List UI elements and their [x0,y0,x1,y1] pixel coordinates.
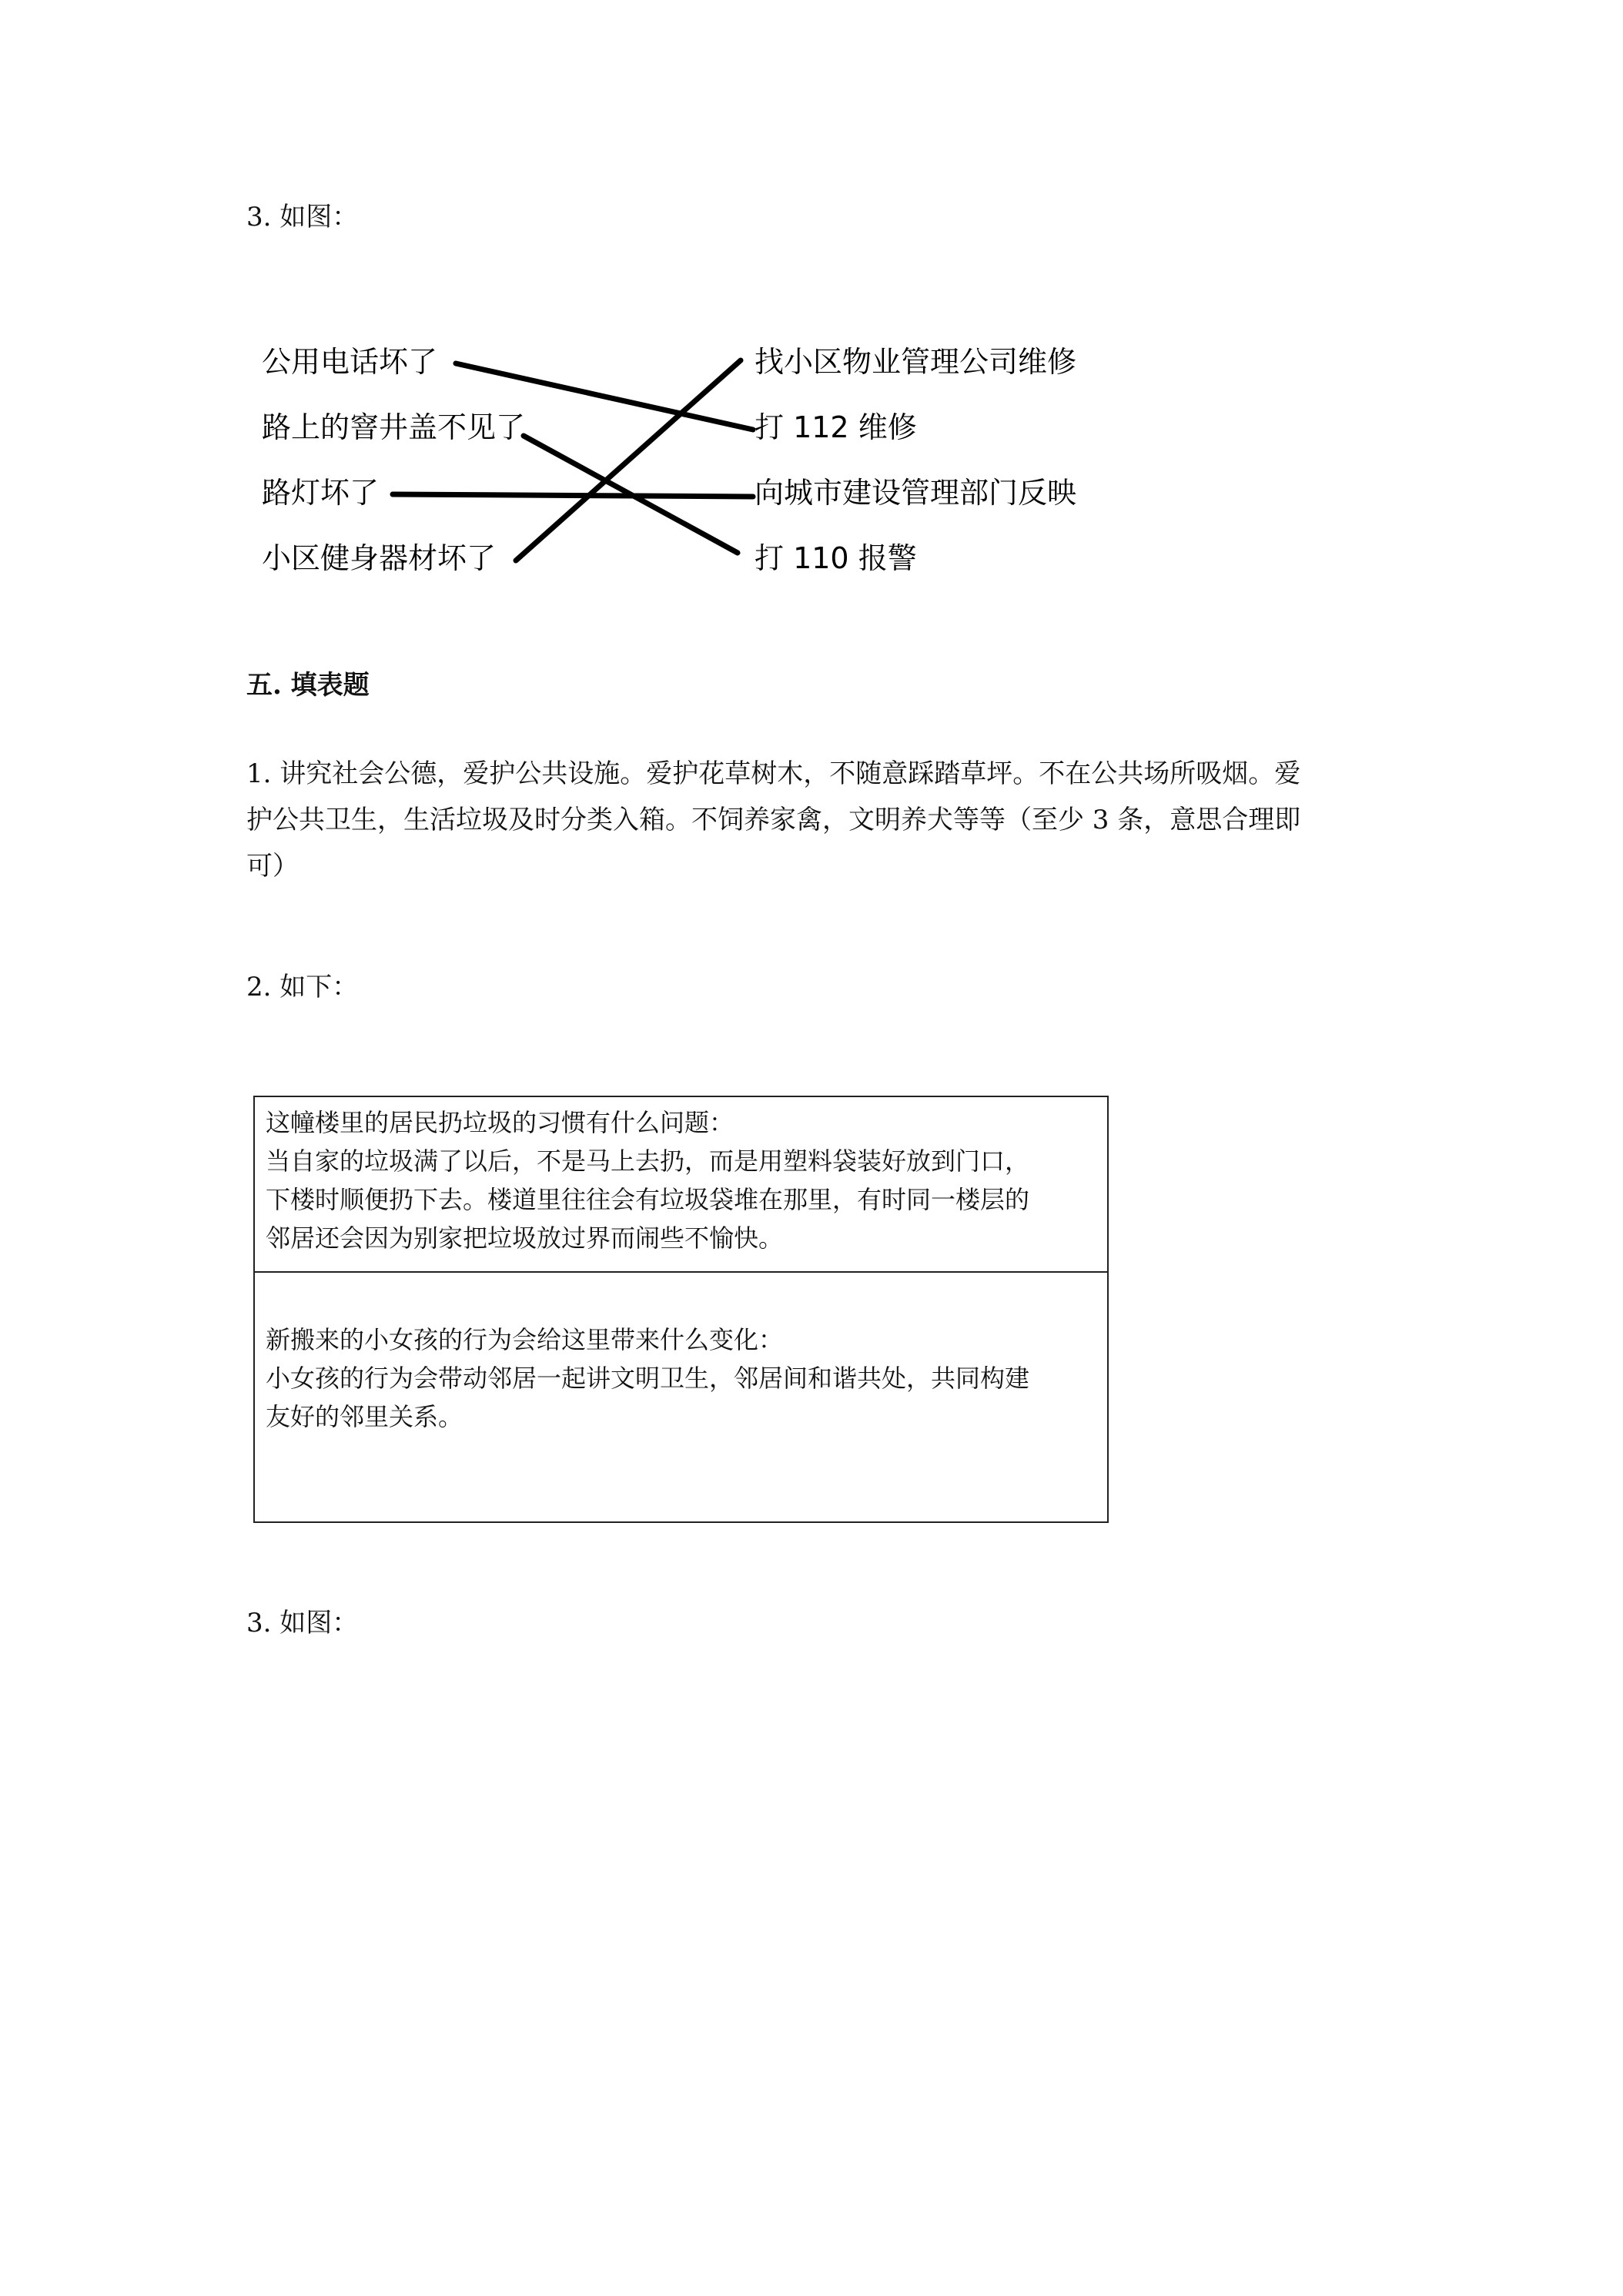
right-item-112: 打 112 维修 [755,410,917,444]
connector-line [516,360,741,561]
left-item-streetlight: 路灯坏了 [262,476,380,510]
answer-1-paragraph [246,751,1386,889]
left-item-phone: 公用电话坏了 [262,345,438,379]
cell-line: 邻居还会因为别家把垃圾放过界而闹些不愉快。 [266,1223,784,1253]
right-item-construction: 向城市建设管理部门反映 [755,476,1077,510]
cell-line: 下楼时顺便扔下去。楼道里往往会有垃圾袋堆在那里，有时同一楼层的 [266,1185,1030,1214]
cell-line: 友好的邻里关系。 [266,1402,463,1431]
table-cell-change [266,1320,1029,1436]
connector-line [393,494,753,497]
question-2-label: 2. 如下： [246,972,359,1002]
table-divider [255,1271,1107,1273]
question-3-bottom-label: 3. 如图： [246,1608,359,1638]
right-item-110: 打 110 报警 [755,541,917,575]
question-3-label: 3. 如图： [246,202,359,233]
answer-table [253,1096,1109,1523]
answer-1-line: 护公共卫生，生活垃圾及时分类入箱。不饲养家禽，文明养犬等等（至少 3 条，意思合理即 [246,805,1301,835]
section-5-title: 五. 填表题 [246,670,370,701]
right-item-property: 找小区物业管理公司维修 [755,345,1077,379]
left-item-manhole: 路上的窨井盖不见了 [262,410,526,444]
cell-line: 当自家的垃圾满了以后，不是马上去扔，而是用塑料袋装好放到门口， [266,1146,1030,1176]
matching-lines [0,0,1623,616]
left-item-fitness: 小区健身器材坏了 [262,541,497,575]
cell-line: 小女孩的行为会带动邻居一起讲文明卫生，邻居间和谐共处，共同构建 [266,1364,1030,1393]
answer-1-line: 可） [246,851,299,882]
cell-line: 这幢楼里的居民扔垃圾的习惯有什么问题： [266,1108,735,1137]
cell-line: 新搬来的小女孩的行为会给这里带来什么变化： [266,1325,784,1354]
answer-1-line: 1. 讲究社会公德，爱护公共设施。爱护花草树木，不随意踩踏草坪。不在公共场所吸烟。爱 [246,758,1301,789]
table-cell-problem [266,1103,1029,1257]
